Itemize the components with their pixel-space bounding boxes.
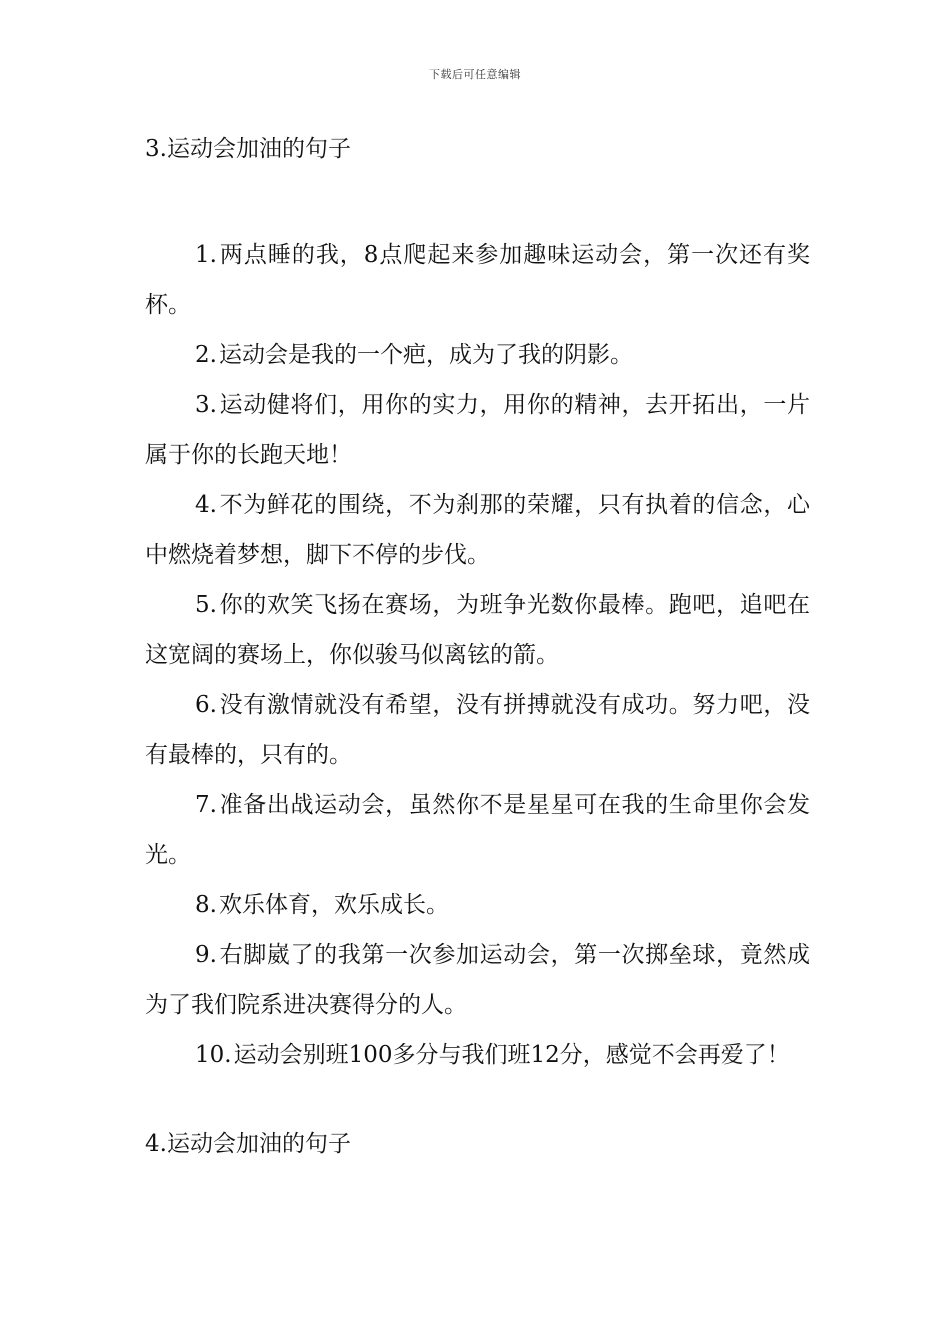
- item-text: 不为鲜花的围绕，不为刹那的荣耀，只有执着的信念，心中燃烧着梦想，脚下不停的步伐。: [145, 492, 810, 568]
- list-item: [145, 1030, 810, 1080]
- item-text: 运动健将们，用你的实力，用你的精神，去开拓出，一片属于你的长跑天地！: [145, 392, 810, 468]
- list-item: [145, 780, 810, 880]
- item-number: 8.: [195, 892, 217, 918]
- item-text: 运动会别班100多分与我们班12分，感觉不会再爱了！: [233, 1042, 790, 1068]
- item-number: 10.: [195, 1042, 232, 1068]
- item-number: 2.: [195, 342, 217, 368]
- item-number: 6.: [195, 692, 217, 718]
- list-item: [145, 880, 810, 930]
- item-text: 你的欢笑飞扬在赛场，为班争光数你最棒。跑吧，追吧在这宽阔的赛场上，你似骏马似离铉的箭。: [145, 592, 810, 668]
- list-item: [145, 930, 810, 1030]
- list-item: [145, 680, 810, 780]
- item-text: 欢乐体育，欢乐成长。: [218, 892, 449, 918]
- item-text: 两点睡的我，8点爬起来参加趣味运动会，第一次还有奖杯。: [145, 242, 810, 318]
- item-text: 准备出战运动会，虽然你不是星星可在我的生命里你会发光。: [145, 792, 810, 868]
- list-item: [145, 480, 810, 580]
- list-item: [145, 330, 810, 380]
- section-heading-4: 4.运动会加油的句子: [145, 1131, 351, 1157]
- header-note: 下载后可任意编辑: [429, 68, 521, 81]
- list-item: [145, 380, 810, 480]
- list-item: [145, 230, 810, 330]
- section-heading-3: 3.运动会加油的句子: [145, 136, 351, 162]
- item-number: 7.: [195, 792, 217, 818]
- sentence-list: [145, 230, 810, 1080]
- item-text: 运动会是我的一个疤，成为了我的阴影。: [218, 342, 633, 368]
- item-text: 没有激情就没有希望，没有拼搏就没有成功。努力吧，没有最棒的，只有的。: [145, 692, 810, 768]
- item-number: 4.: [195, 492, 217, 518]
- item-number: 5.: [195, 592, 217, 618]
- item-text: 右脚崴了的我第一次参加运动会，第一次掷垒球，竟然成为了我们院系进决赛得分的人。: [145, 942, 810, 1018]
- item-number: 9.: [195, 942, 217, 968]
- list-item: [145, 580, 810, 680]
- item-number: 3.: [195, 392, 217, 418]
- item-number: 1.: [195, 242, 217, 268]
